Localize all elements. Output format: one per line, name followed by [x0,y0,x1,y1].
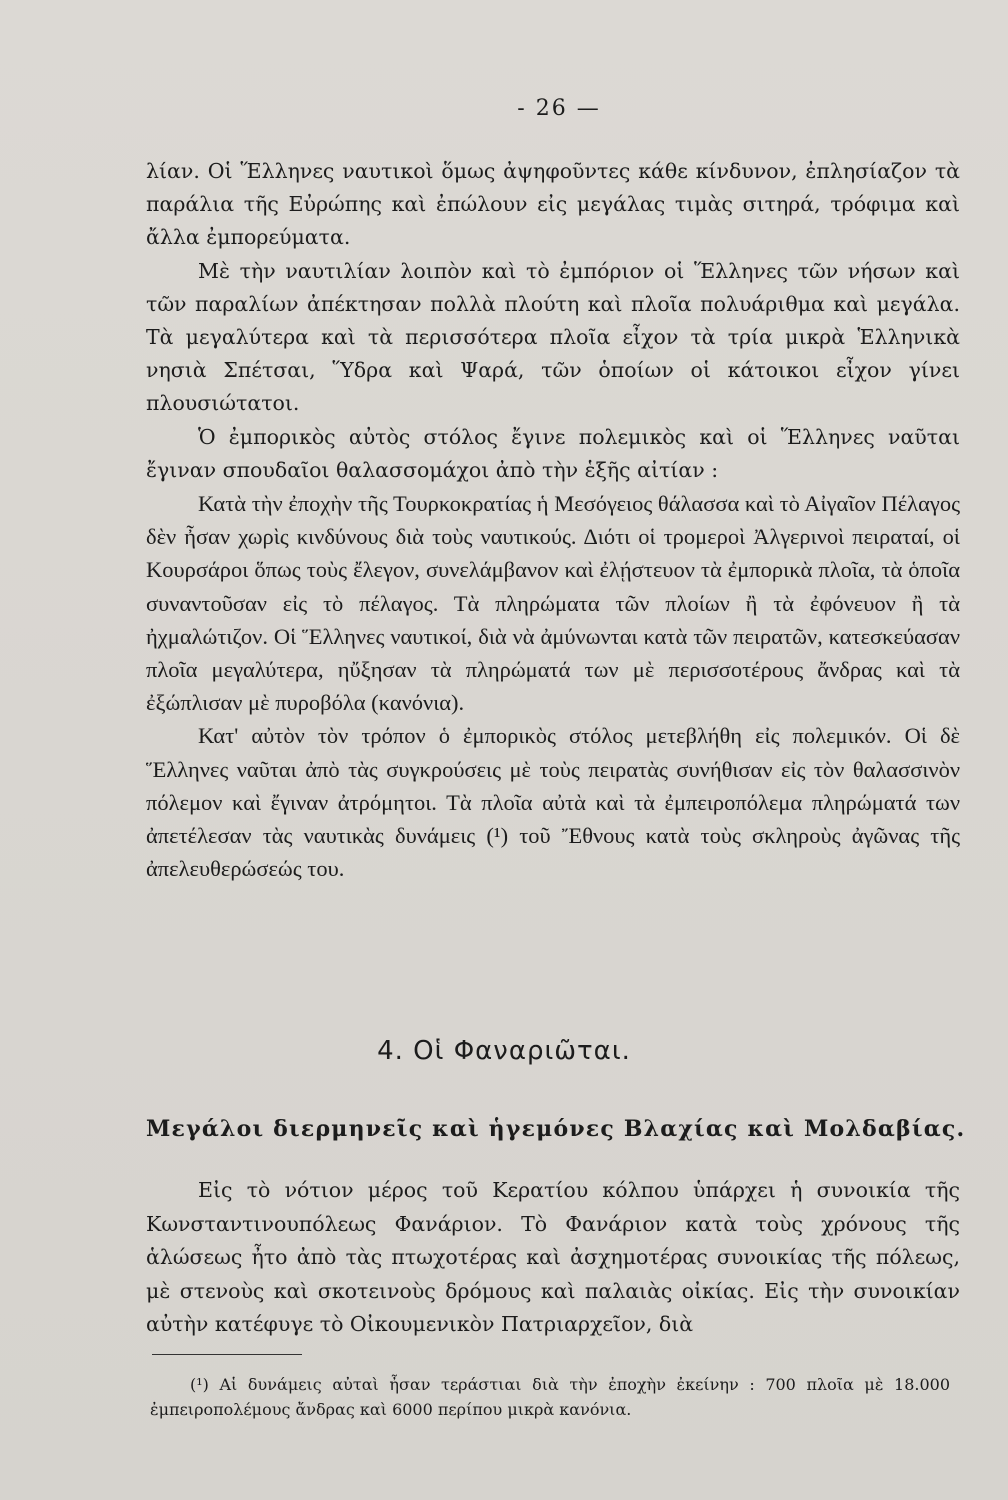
page-number: - 26 — [517,96,601,121]
paragraph-2: Μὲ τὴν ναυτιλίαν λοιπὸν καὶ τὸ ἐμπόριον οἱ Ἕλληνες τῶν νήσων καὶ τῶν παραλίων ἀπέκτησαν πολλὰ πλούτη καὶ πλοῖα πολυάριθμα καὶ μεγάλα. Τὰ μεγαλύτερα καὶ τὰ περισσότερα πλοῖα εἶχον τὰ τρία μικρὰ Ἑλληνικὰ νησιὰ Σπέτσαι, Ὕδρα καὶ Ψαρά, τῶν ὁποίων οἱ κάτοικοι εἶχον γίνει πλουσιώτατοι. [146,258,960,416]
footnote-text: (¹) Αἱ δυνάμεις αὐταὶ ἦσαν τεράστιαι διὰ τὴν ἐποχὴν ἐκείνην : 700 πλοῖα μὲ 18.000 ἐμπειροπολέμους ἄνδρας καὶ 6000 περίπου μικρὰ κανόνια. [150,1375,950,1419]
footnote-divider [152,1354,302,1355]
section-paragraph: Εἰς τὸ νότιον μέρος τοῦ Κερατίου κόλπου ὑπάρχει ἡ συνοικία τῆς Κωνσταντινουπόλεως Φανάριον. Τὸ Φανάριον κατὰ τοὺς χρόνους τῆς ἁλώσεως ἦτο ἀπὸ τὰς πτωχοτέρας καὶ ἀσχημοτέρας συνοικίας τῆς πόλεως, μὲ στενοὺς καὶ σκοτεινοὺς δρόμους καὶ παλαιὰς οἰκίας. Εἰς τὴν συνοικίαν αὐτὴν κατέφυγε τὸ Οἰκουμενικὸν Πατριαρχεῖον, διὰ [146,1178,960,1337]
section-text [146,1174,960,1342]
section-heading: 4. Οἱ Φαναριῶται. [377,1036,631,1066]
footnote [150,1372,950,1422]
section-subheading: Μεγάλοι διερμηνεῖς καὶ ἡγεμόνες Βλαχίας καὶ Μολδαβίας. [146,1116,966,1142]
paragraph-4: Κατὰ τὴν ἐποχὴν τῆς Τουρκοκρατίας ἡ Μεσόγειος θάλασσα καὶ τὸ Αἰγαῖον Πέλαγος δὲν ἦσαν χωρὶς κινδύνους διὰ τοὺς ναυτικούς. Διότι οἱ τρομεροὶ Ἀλγερινοὶ πειραταί, οἱ Κουρσάροι ὅπως τοὺς ἔλεγον, συνελάμβανον καὶ ἐλῄστευον τὰ ἐμπορικὰ πλοῖα, τὰ ὁποῖα συναντοῦσαν εἰς τὸ πέλαγος. Τὰ πληρώματα τῶν πλοίων ἢ τὰ ἐφόνευον ἢ τὰ ἠχμαλώτιζον. Οἱ Ἕλληνες ναυτικοί, διὰ νὰ ἀμύνωνται κατὰ τῶν πειρατῶν, κατεσκεύασαν πλοῖα μεγαλύτερα, ηὔξησαν τὰ πληρώματά των μὲ περισσοτέρους ἄνδρας καὶ τὰ ἐξώπλισαν μὲ πυροβόλα (κανόνια). [146,491,960,716]
paragraph-5: Κατ' αὐτὸν τὸν τρόπον ὁ ἐμπορικὸς στόλος μετεβλήθη εἰς πολεμικόν. Οἱ δὲ Ἕλληνες ναῦται ἀπὸ τὰς συγκρούσεις μὲ τοὺς πειρατὰς συνήθισαν εἰς τὸν θαλασσινὸν πόλεμον καὶ ἔγιναν ἀτρόμητοι. Τὰ πλοῖα αὐτὰ καὶ τὰ ἐμπειροπόλεμα πληρώματά των ἀπετέλεσαν τὰς ναυτικὰς δυνάμεις (¹) τοῦ Ἔθνους κατὰ τοὺς σκληροὺς ἀγῶνας τῆς ἀπελευθερώσεώς του. [146,723,960,882]
main-text [146,155,960,885]
paragraph-3: Ὁ ἐμπορικὸς αὐτὸς στόλος ἔγινε πολεμικὸς καὶ οἱ Ἕλληνες ναῦται ἔγιναν σπουδαῖοι θαλασσομάχοι ἀπὸ τὴν ἑξῆς αἰτίαν : [146,424,960,482]
paragraph-1: λίαν. Οἱ Ἕλληνες ναυτικοὶ ὅμως ἀψηφοῦντες κάθε κίνδυνον, ἐπλησίαζον τὰ παράλια τῆς Εὐρώπης καὶ ἐπώλουν εἰς μεγάλας τιμὰς σιτηρά, τρόφιμα καὶ ἄλλα ἐμπορεύματα. [146,159,960,250]
